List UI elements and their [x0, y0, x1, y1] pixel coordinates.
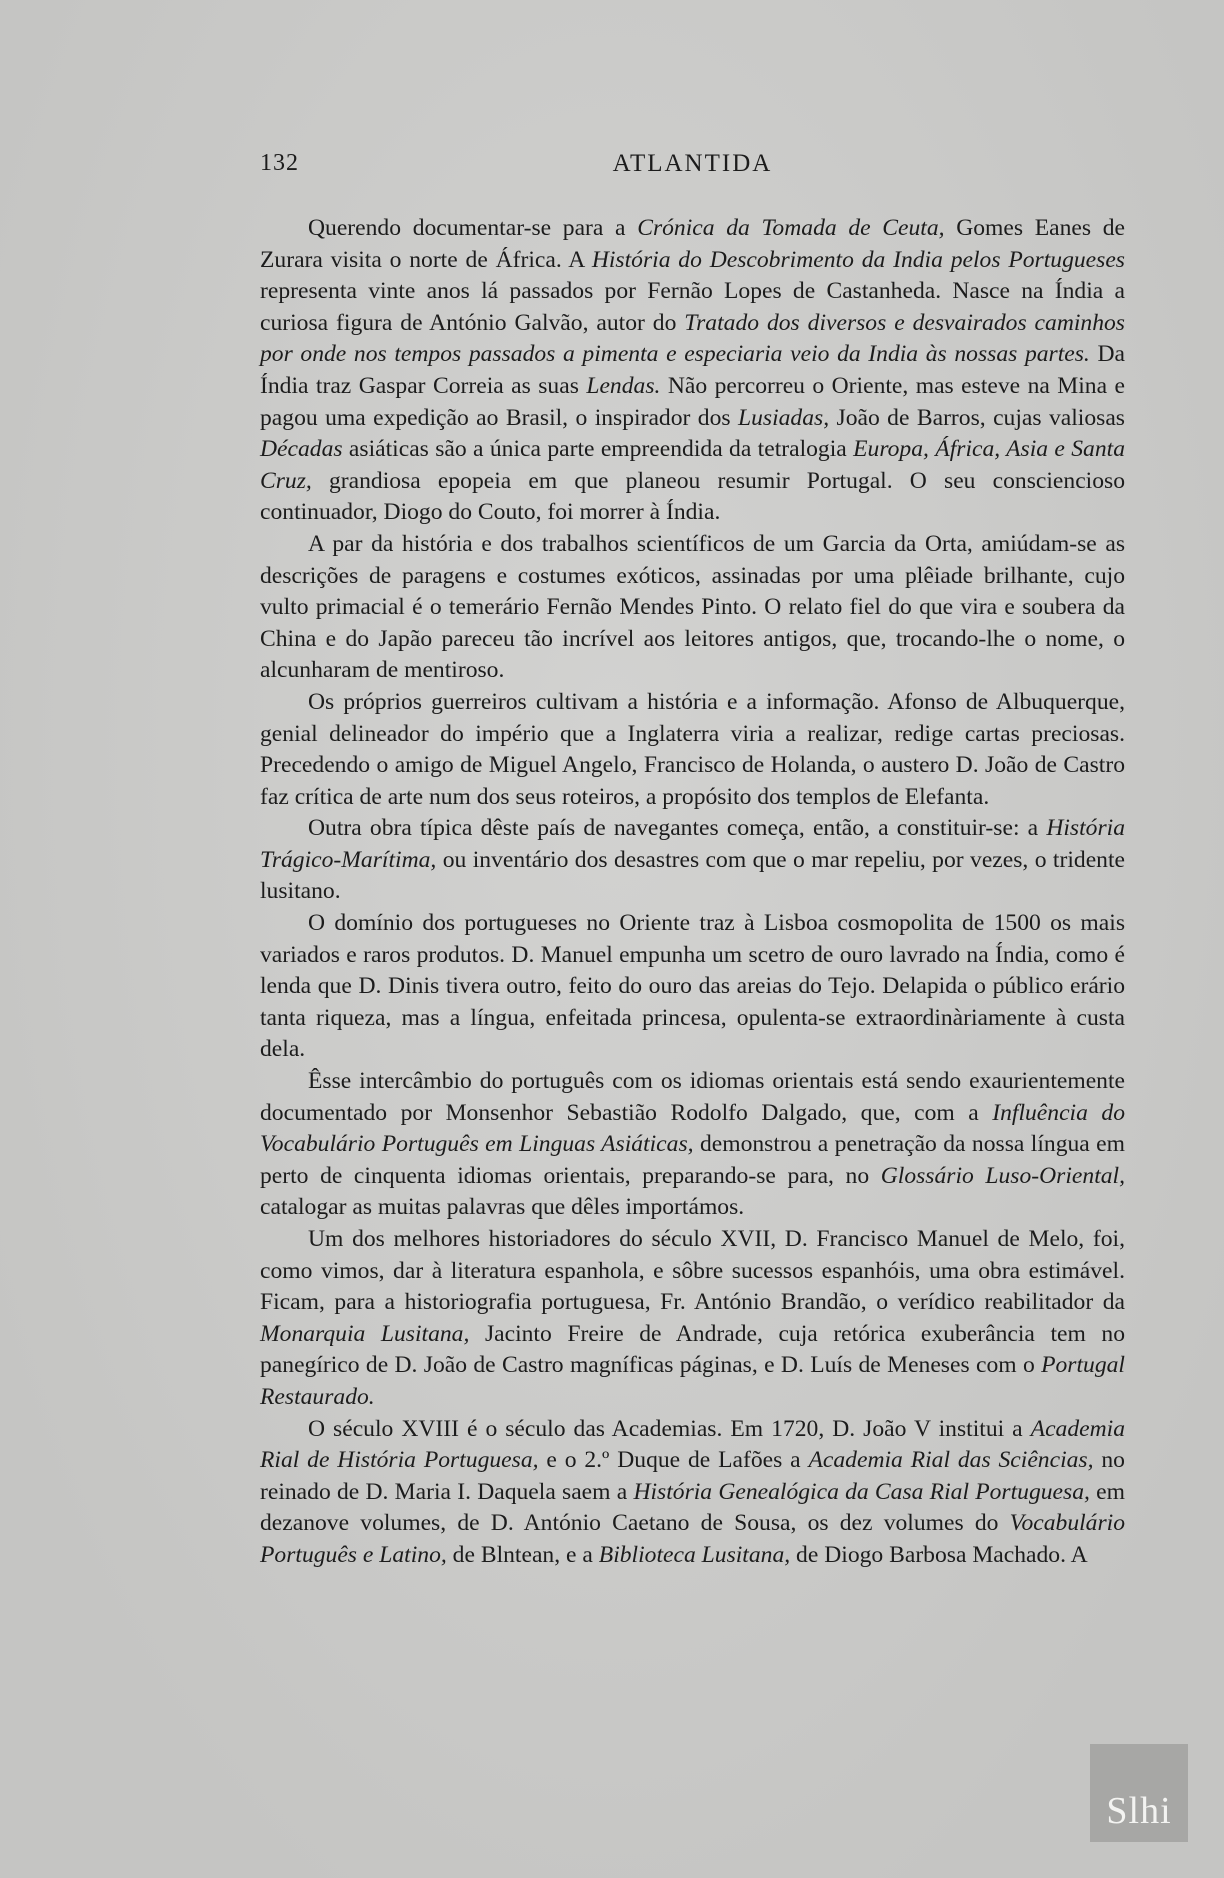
italic-title: Portugal Restaurado.	[260, 1352, 1125, 1410]
text-run: A par da história e dos trabalhos scientíficos de um Garcia da Orta, amiúdam-se as descrições de paragens e costumes exóticos, assinadas por uma plêiade brilhante, cujo vulto primacial é o temerário Fernão Mendes Pinto. O relato fiel do que vira e soubera da China e do Japão pareceu tão incrível aos leitores antigos, que, trocando-lhe o nome, o alcunharam de mentiroso.	[260, 530, 1125, 684]
italic-title: Academia Rial de História Portuguesa,	[260, 1415, 1125, 1474]
italic-title: Décadas	[260, 436, 343, 463]
text-run: Jacinto Freire de Andrade, cuja retórica exuberância tem no panegírico de D. João de Castro magníficas páginas, e D. Luís de Meneses com o	[260, 1320, 1125, 1379]
text-run: demonstrou a penetração da nossa língua em perto de cinquenta idiomas orientais, preparando-se para, no	[260, 1131, 1125, 1189]
italic-title: Lusiadas,	[737, 404, 830, 431]
text-run: representa vinte anos lá passados por Fernão Lopes de Castanheda. Nasce na Índia a curiosa figura de António Galvão, autor do	[260, 278, 1125, 336]
italic-title: Monarquia Lusitana,	[260, 1320, 470, 1347]
library-logo	[1090, 1744, 1188, 1842]
italic-title: Tratado dos diversos e desvairados caminhos por onde nos tempos passados a pimenta e especiaria veio da India às nossas partes.	[260, 309, 1125, 368]
text-run: O domínio dos portugueses no Oriente traz à Lisboa cosmopolita de 1500 os mais variados e raros produtos. D. Manuel empunha um scetro de ouro lavrado na Índia, como é lenda que D. Dinis tivera outro, feito do ouro das areias do Tejo. Delapida o público erário tanta riqueza, mas a língua, enfeitada princesa, opulenta-se extraordinàriamente à custa dela.	[260, 910, 1125, 1063]
paragraph	[260, 213, 1125, 529]
paragraph	[260, 1066, 1125, 1224]
library-logo-text: Slhi	[1106, 1790, 1172, 1832]
text-run: em dezanove volumes, de D. António Caetano de Sousa, os dez volumes do	[260, 1478, 1125, 1537]
body-text	[260, 213, 1125, 1572]
text-run: e o 2.º Duque de Lafões a	[538, 1447, 809, 1474]
text-run: Querendo documentar-se para a	[308, 215, 638, 241]
text-run: no reinado de D. Maria I. Daquela saem a	[260, 1447, 1125, 1505]
paragraph	[260, 908, 1125, 1066]
italic-title: História Trágico-Marítima,	[260, 815, 1125, 873]
paragraph	[260, 1224, 1125, 1414]
text-run: Gomes Eanes de Zurara visita o norte de África. A	[260, 215, 1125, 273]
italic-title: Crónica da Tomada de Ceuta,	[637, 215, 945, 241]
text-run: Êsse intercâmbio do português com os idiomas orientais está sendo exaurientemente documentado por Monsenhor Sebastião Rodolfo Dalgado, que, com a	[260, 1068, 1125, 1126]
italic-title: História Genealógica da Casa Rial Portuguesa,	[633, 1478, 1090, 1505]
italic-title: Europa, África, Asia e Santa Cruz,	[260, 436, 1125, 494]
text-run: grandiosa epopeia em que planeou resumir Portugal. O seu consciencioso continuador, Diogo do Couto, foi morrer à Índia.	[260, 467, 1125, 526]
text-run: Da Índia traz Gaspar Correia as suas	[260, 341, 1125, 399]
italic-title: Vocabulário Português e Latino,	[260, 1510, 1125, 1568]
text-run: asiáticas são a única parte empreendida da tetralogia	[342, 436, 854, 463]
text-run: Os próprios guerreiros cultivam a história e a informação. Afonso de Albuquerque, genial delineador do império que a Inglaterra viria a realizar, redige cartas preciosas. Precedendo o amigo de Miguel Angelo, Francisco de Holanda, o austero D. João de Castro faz crítica de arte num dos seus roteiros, a propósito dos templos de Elefanta.	[260, 688, 1125, 810]
paragraph	[260, 529, 1125, 687]
italic-title: Influência do Vocabulário Português em Linguas Asiáticas,	[260, 1099, 1125, 1158]
italic-title: Academia Rial das Sciências,	[808, 1447, 1094, 1474]
italic-title: Biblioteca Lusitana,	[598, 1541, 791, 1568]
italic-title: Glossário Luso-Oriental,	[880, 1162, 1125, 1189]
running-title: ATLANTIDA	[612, 150, 773, 177]
text-run: João de Barros, cujas valiosas	[829, 404, 1125, 431]
paragraph	[260, 1414, 1125, 1572]
paragraph	[260, 813, 1125, 908]
text-run: Outra obra típica dêste país de navegantes começa, então, a constituir-se: a	[308, 815, 1047, 842]
page-number: 132	[260, 150, 299, 176]
text-run: Não percorreu o Oriente, mas esteve na Mina e pagou uma expedição ao Brasil, o inspirador dos	[260, 372, 1125, 431]
page-header	[260, 150, 1125, 186]
text-run: catalogar as muitas palavras que dêles importámos.	[260, 1194, 745, 1221]
italic-title: Lendas.	[586, 372, 661, 399]
text-run: Um dos melhores historiadores do século XVII, D. Francisco Manuel de Melo, foi, como vimos, dar à literatura espanhola, e sôbre sucessos espanhóis, uma obra estimável. Ficam, para a historiografia portuguesa, Fr. António Brandão, o verídico reabilitador da	[260, 1226, 1125, 1316]
paragraph	[260, 687, 1125, 813]
text-run: de Diogo Barbosa Machado. A	[790, 1541, 1088, 1568]
text-run: ou inventário dos desastres com que o mar repeliu, por vezes, o tridente lusitano.	[260, 846, 1125, 905]
text-run: de Blntean, e a	[446, 1541, 599, 1568]
italic-title: História do Descobrimento da India pelos Portugueses	[591, 246, 1125, 273]
text-run: O século XVIII é o século das Academias. Em 1720, D. João V institui a	[308, 1415, 1031, 1442]
